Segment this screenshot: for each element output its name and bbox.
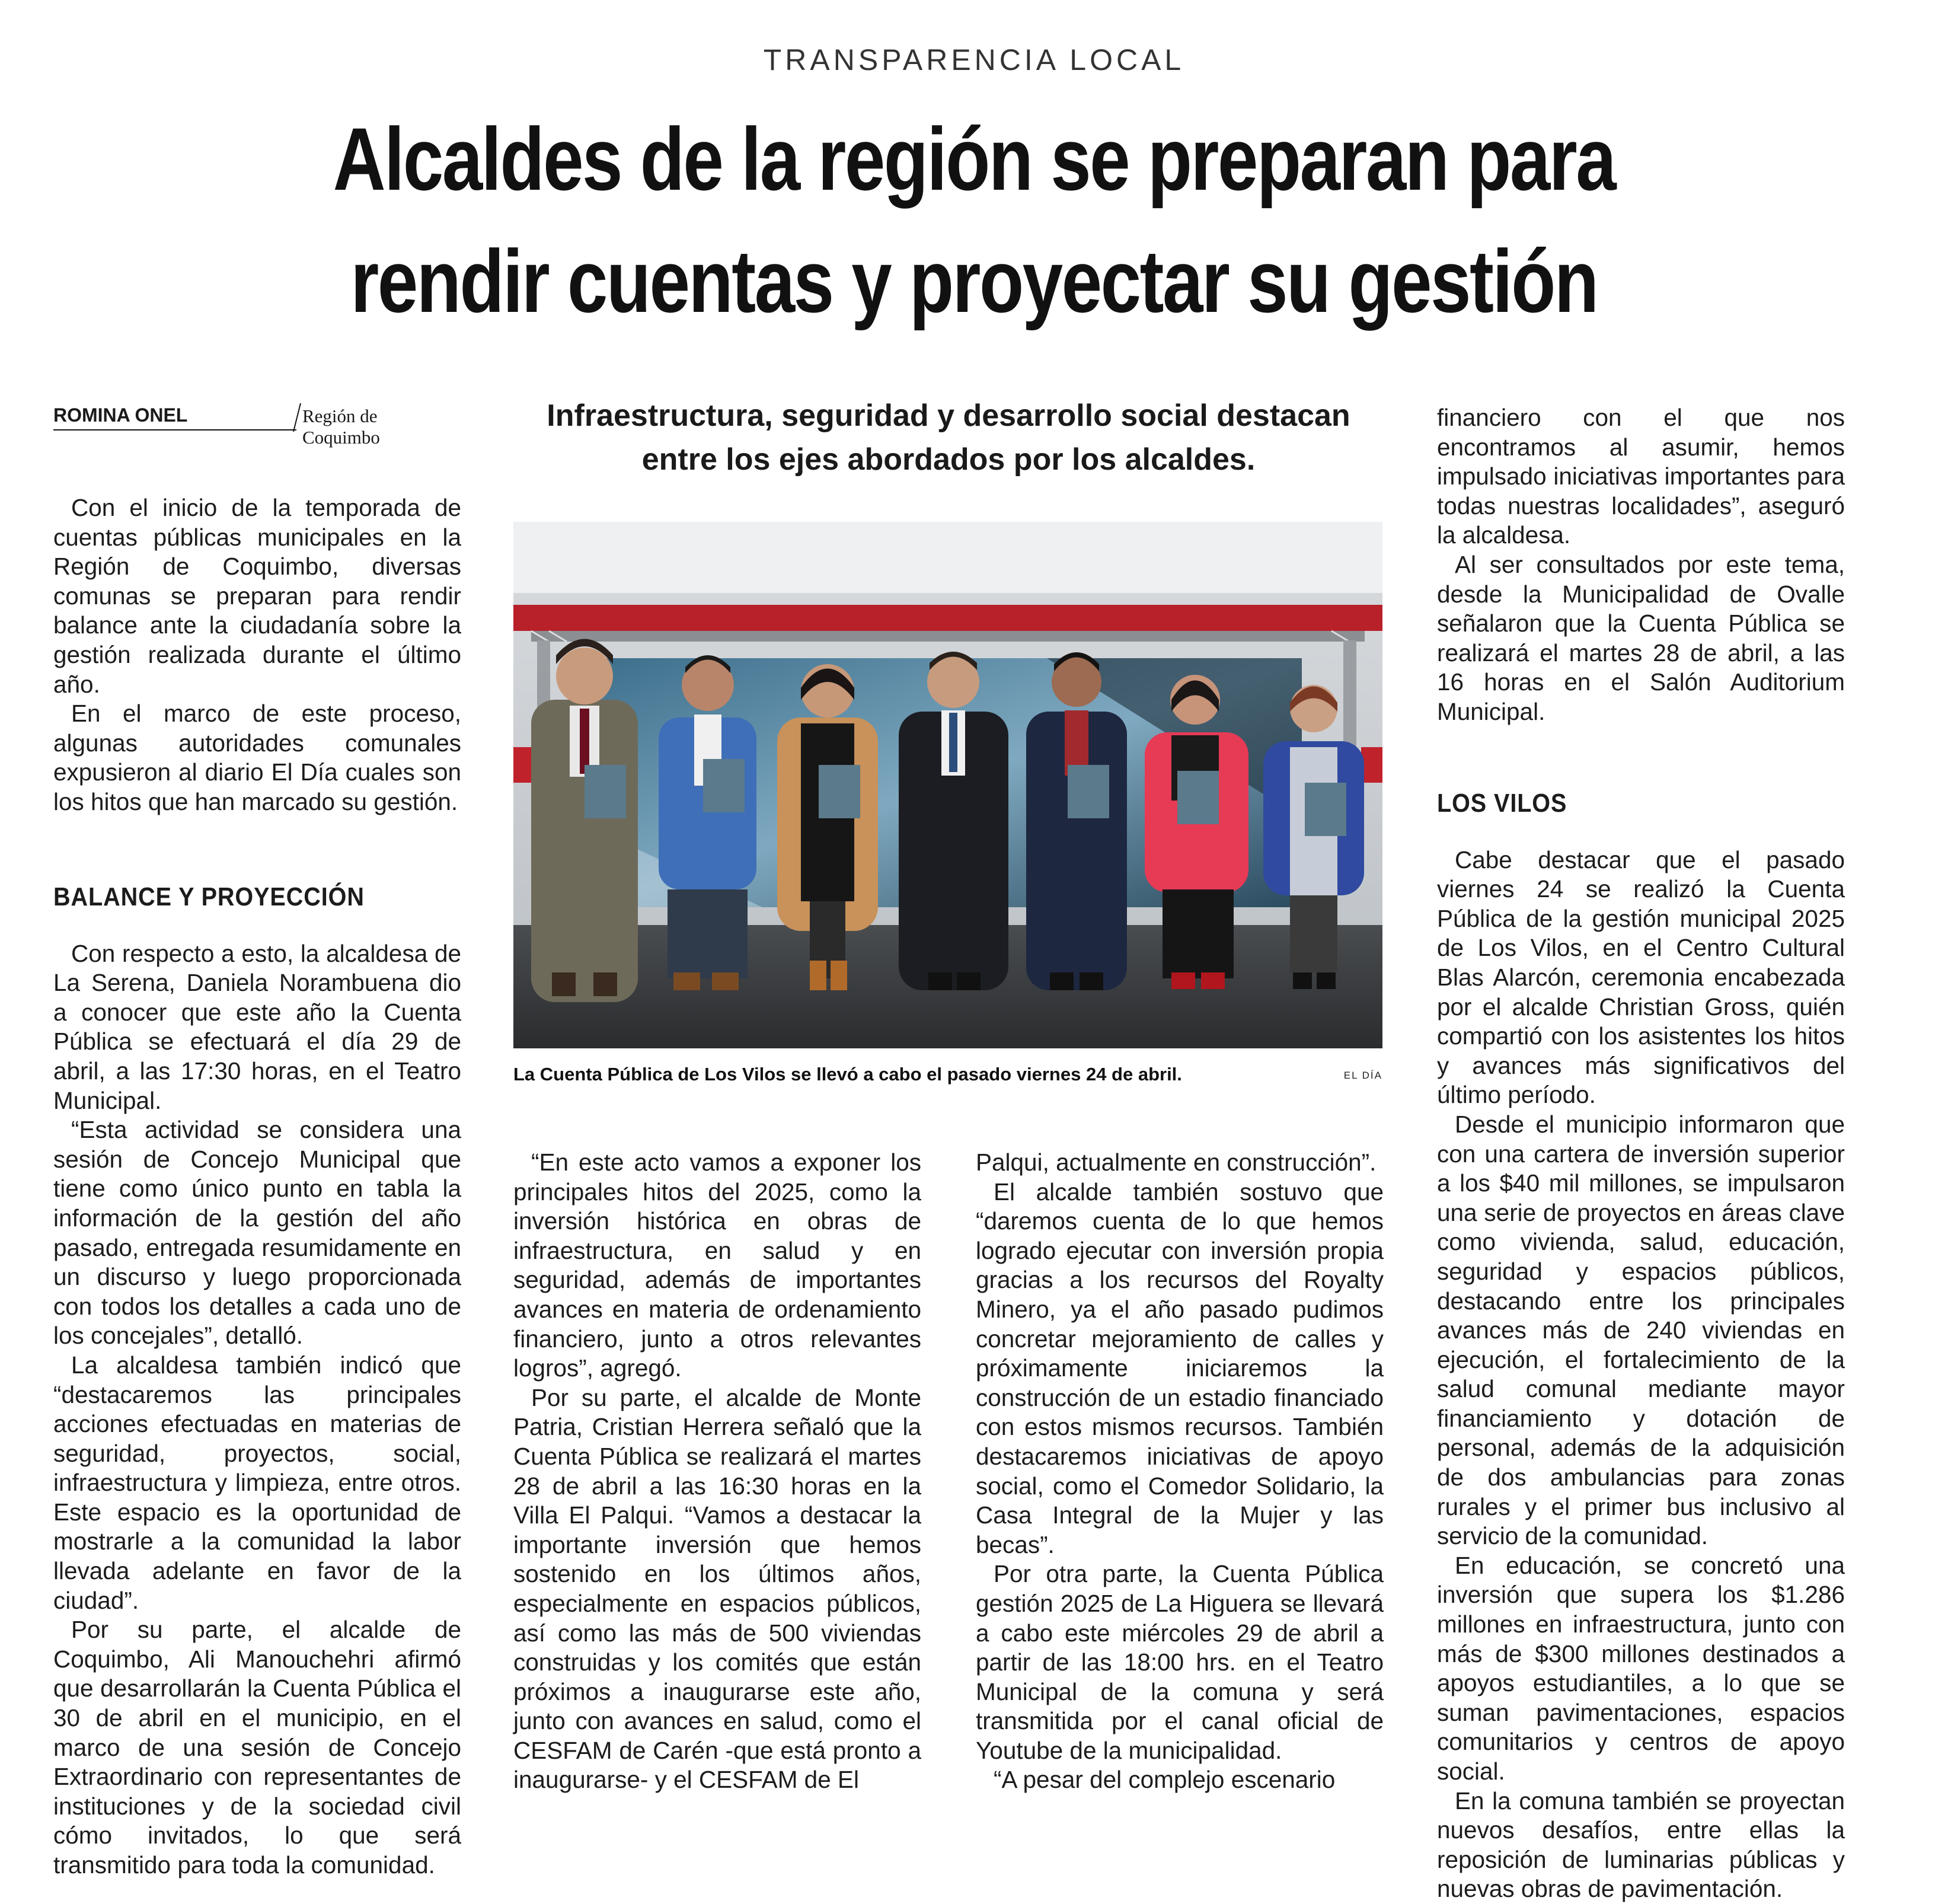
article-column-1-body [53, 882, 461, 1880]
photo-credit: EL DÍA [1343, 1070, 1382, 1081]
paragraph: Por otra parte, la Cuenta Pública gestión 2025 de La Higuera se llevará a cabo este miércoles 29 de abril a partir de las 18:00 hrs. en el Teatro Municipal de la comuna y será transmitida por el canal oficial de Youtube de la municipalidad. [976, 1560, 1384, 1764]
paragraph: “En este acto vamos a exponer los principales hitos del 2025, como la inversión histórica en obras de infraestructura, en salud y en seguridad, además de importantes avances en materia de ordenamiento financiero, junto a otros relevantes logros”, agregó. [513, 1149, 921, 1382]
section-label: TRANSPARENCIA LOCAL [763, 43, 1185, 76]
paragraph: En el marco de este proceso, algunas autoridades comunales expusieron al diario El Día cuales son los hitos que han marcado su gestión. [53, 700, 461, 815]
subheading-balance: BALANCE Y PROYECCIÓN [53, 882, 365, 911]
article-column-4-top [1437, 403, 1845, 727]
headline-line-1: Alcaldes de la región se preparan para [333, 109, 1615, 209]
byline [53, 401, 456, 448]
article-column-4-body [1437, 789, 1845, 1904]
headline-line-2: rendir cuentas y proyectar su gestión [350, 231, 1598, 331]
deck-line-1: Infraestructura, seguridad y desarrollo social destacan [547, 398, 1350, 433]
byline-divider [293, 403, 301, 432]
news-photo [513, 522, 1382, 1048]
paragraph: “A pesar del complejo escenario [994, 1766, 1336, 1794]
deck-line-2: entre los ejes abordados por los alcaldes. [641, 442, 1256, 477]
paragraph: financiero con el que nos encontramos al asumir, hemos impulsado iniciativas importantes para todas nuestras localidades”, aseguró la alcaldesa. [1437, 404, 1845, 549]
paragraph: Con respecto a esto, la alcaldesa de La Serena, Daniela Norambuena dio a conocer que este año la Cuenta Pública se efectuará el día 29 de abril, a las 17:30 horas, en el Teatro Municipal. [53, 939, 461, 1114]
photo-caption: La Cuenta Pública de Los Vilos se llevó a cabo el pasado viernes 24 de abril. [513, 1064, 1182, 1085]
subheading-los-vilos: LOS VILOS [1437, 789, 1567, 818]
byline-author: ROMINA ONEL [53, 404, 188, 426]
paragraph: Desde el municipio informaron que con una cartera de inversión superior a los $40 mil millones, se impulsaron una serie de proyectos en áreas clave como vivienda, salud, educación, seguridad y espacios públicos, destacando entre los principales avances más de 240 viviendas en ejecución, el fortalecimiento de la salud comunal mediante mayor financiamiento y dotación de personal, además de la adquisición de dos ambulancias para zonas rurales y el primer bus inclusivo al servicio de la comunidad. [1437, 1110, 1845, 1550]
paragraph: Con el inicio de la temporada de cuentas públicas municipales en la Región de Coquimbo, diversas comunas se preparan para rendir balance ante la ciudadanía sobre la gestión realizada durante el último año. [53, 494, 461, 698]
paragraph: “Esta actividad se considera una sesión de Concejo Municipal que tiene como único punto en tabla la información de la gestión del año pasado, entregada resumidamente en un discurso y luego proporcionada con todos los detalles a cada uno de los concejales”, detalló. [53, 1116, 461, 1350]
paragraph: Por su parte, el alcalde de Coquimbo, Ali Manouchehri afirmó que desarrollarán la Cuenta Pública el 30 de abril en el municipio, en el marco de una sesión de Concejo Extraordinario con representantes de instituciones y de la sociedad civil cómo invitados, lo que será transmitido para toda la comunidad. [53, 1616, 461, 1879]
paragraph: El alcalde también sostuvo que “daremos cuenta de lo que hemos logrado ejecutar con inversión propia gracias a los recursos del Royalty Minero, ya el año pasado pudimos concretar mejoramiento de calles y próximamente iniciaremos la construcción de un estadio financiado con estos mismos recursos. También destacaremos iniciativas de apoyo social, como el Comedor Solidario, la Casa Integral de la Mujer y las becas”. [976, 1178, 1384, 1558]
byline-location: Región de Coquimbo [302, 406, 380, 448]
article-column-2 [513, 1148, 921, 1795]
paragraph: En la comuna también se proyectan nuevos desafíos, entre ellas la reposición de luminarias públicas y nuevas obras de pavimentación. [1437, 1787, 1845, 1903]
headline [248, 98, 1700, 342]
paragraph: Cabe destacar que el pasado viernes 24 se realizó la Cuenta Pública de la gestión municipal 2025 de Los Vilos, en el Centro Cultural Blas Alarcón, ceremonia encabezada por el alcalde Christian Gross, quién compartió con los asistentes los hitos y avances más significativos del último período. [1437, 846, 1845, 1109]
paragraph: Palqui, actualmente en construcción”. [976, 1149, 1377, 1176]
byline-rule [53, 429, 296, 430]
paragraph: La alcaldesa también indicó que “destacaremos las principales acciones efectuadas en materias de seguridad, proyectos, social, infraestructura y limpieza, entre otros. Este espacio es la oportunidad de mostrarle a la comunidad la labor llevada adelante en favor de la ciudad”. [53, 1351, 461, 1614]
paragraph: Al ser consultados por este tema, desde la Municipalidad de Ovalle señalaron que la Cuenta Pública se realizará el martes 28 de abril, a las 16 horas en el Salón Auditorium Municipal. [1437, 550, 1845, 725]
article-column-1-intro [53, 493, 461, 817]
paragraph: Por su parte, el alcalde de Monte Patria, Cristian Herrera señaló que la Cuenta Pública se realizará el martes 28 de abril a las 16:30 horas en la Villa El Palqui. “Vamos a destacar la importante inversión que hemos sostenido en los últimos años, especialmente en espacios públicos, así como las más de 500 viviendas construidas y los comités que están próximos a inaugurarse este año, junto con avances en salud, como el CESFAM de Carén -que está pronto a inaugurarse- y el CESFAM de El [513, 1383, 921, 1794]
deck-subtitle [510, 394, 1387, 481]
article-column-3 [976, 1148, 1384, 1795]
paragraph: En educación, se concretó una inversión que supera los $1.286 millones en infraestructura, junto con más de $300 millones destinados a apoyos estudiantiles, a lo que se suman pavimentaciones, espacios comunitarios y centros de apoyo social. [1437, 1551, 1845, 1785]
